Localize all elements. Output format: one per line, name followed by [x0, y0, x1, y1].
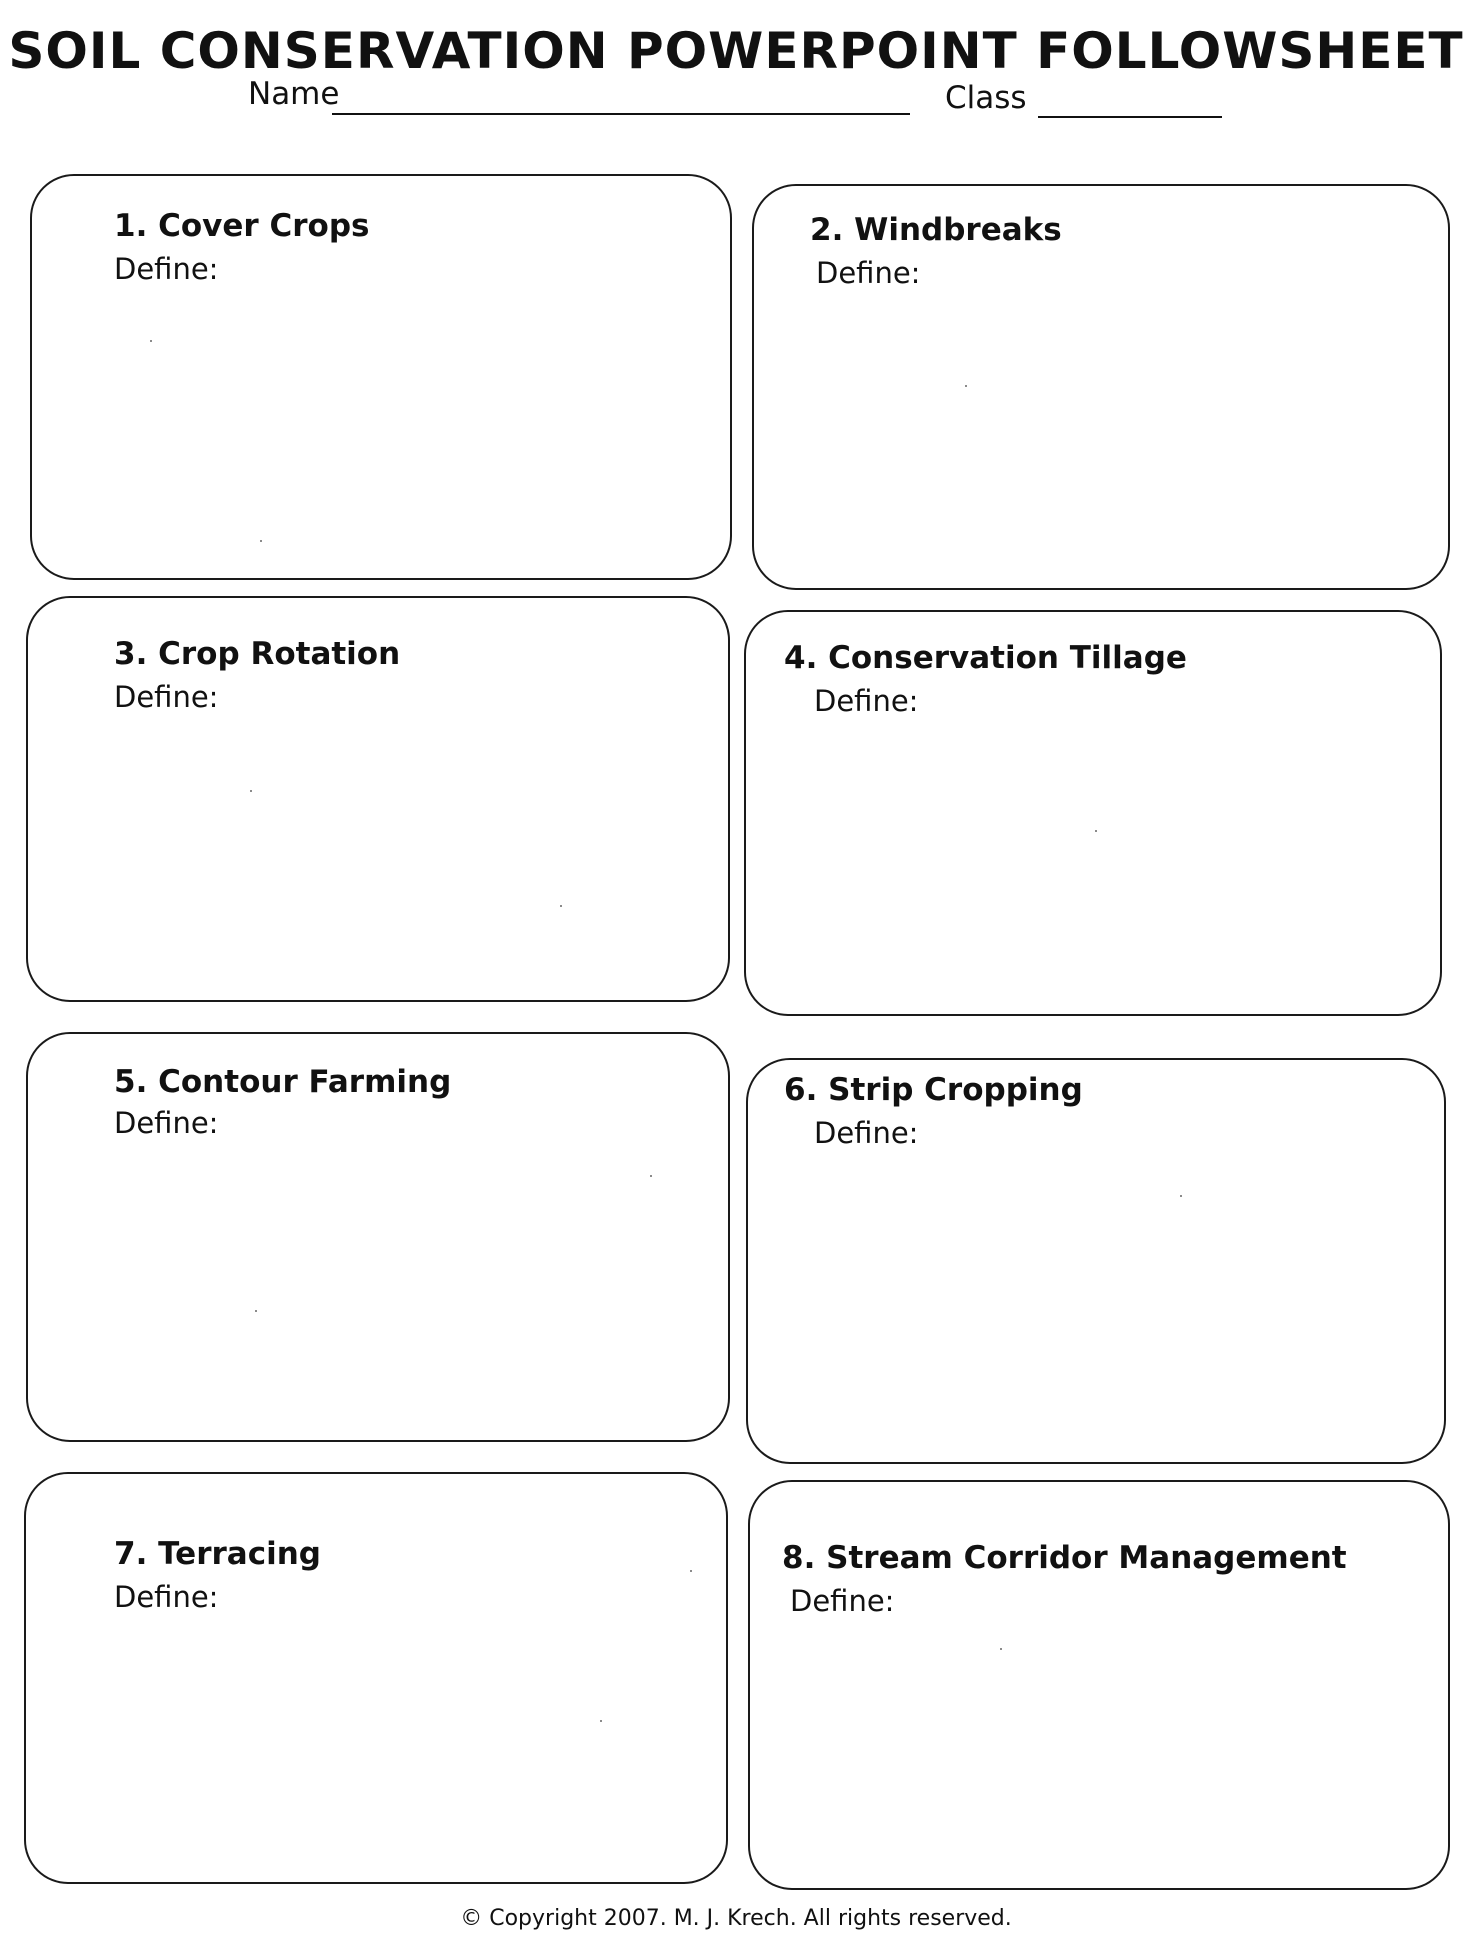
scan-speck — [1095, 830, 1097, 832]
scan-speck — [690, 1570, 692, 1572]
scan-speck — [600, 1720, 602, 1722]
name-field-line[interactable] — [332, 113, 910, 115]
scan-speck — [1180, 1195, 1182, 1197]
terracing-box[interactable] — [24, 1472, 728, 1884]
box-heading: 7. Terracing — [114, 1536, 321, 1572]
define-label: Define: — [114, 1580, 219, 1614]
box-heading: 4. Conservation Tillage — [784, 640, 1187, 676]
define-label: Define: — [114, 680, 219, 714]
define-label: Define: — [814, 1116, 919, 1150]
scan-speck — [260, 540, 262, 542]
box-heading: 6. Strip Cropping — [784, 1072, 1083, 1108]
define-label: Define: — [114, 1106, 219, 1140]
stream-corridor-management-box[interactable] — [748, 1480, 1450, 1890]
scan-speck — [650, 1175, 652, 1177]
box-heading: 3. Crop Rotation — [114, 636, 401, 672]
define-label: Define: — [814, 684, 919, 718]
scan-speck — [150, 340, 152, 342]
crop-rotation-box[interactable] — [26, 596, 730, 1002]
page-title: SOIL CONSERVATION POWERPOINT FOLLOWSHEET — [8, 22, 1464, 80]
define-label: Define: — [114, 252, 219, 286]
conservation-tillage-box[interactable] — [744, 610, 1442, 1016]
scan-speck — [255, 1310, 257, 1312]
box-heading: 2. Windbreaks — [810, 212, 1062, 248]
class-field-line[interactable] — [1038, 116, 1222, 118]
name-label: Name — [248, 76, 340, 112]
contour-farming-box[interactable] — [26, 1032, 730, 1442]
scan-speck — [965, 385, 967, 387]
strip-cropping-box[interactable] — [746, 1058, 1446, 1464]
scan-speck — [1000, 1648, 1002, 1650]
scan-speck — [560, 905, 562, 907]
cover-crops-box[interactable] — [30, 174, 732, 580]
windbreaks-box[interactable] — [752, 184, 1450, 590]
define-label: Define: — [790, 1584, 895, 1618]
define-label: Define: — [816, 256, 921, 290]
copyright-notice: © Copyright 2007. M. J. Krech. All rights reserved. — [460, 1906, 1012, 1931]
scan-speck — [250, 790, 252, 792]
box-heading: 5. Contour Farming — [114, 1064, 452, 1100]
box-heading: 8. Stream Corridor Management — [782, 1540, 1347, 1576]
class-label: Class — [945, 80, 1027, 116]
box-heading: 1. Cover Crops — [114, 208, 370, 244]
